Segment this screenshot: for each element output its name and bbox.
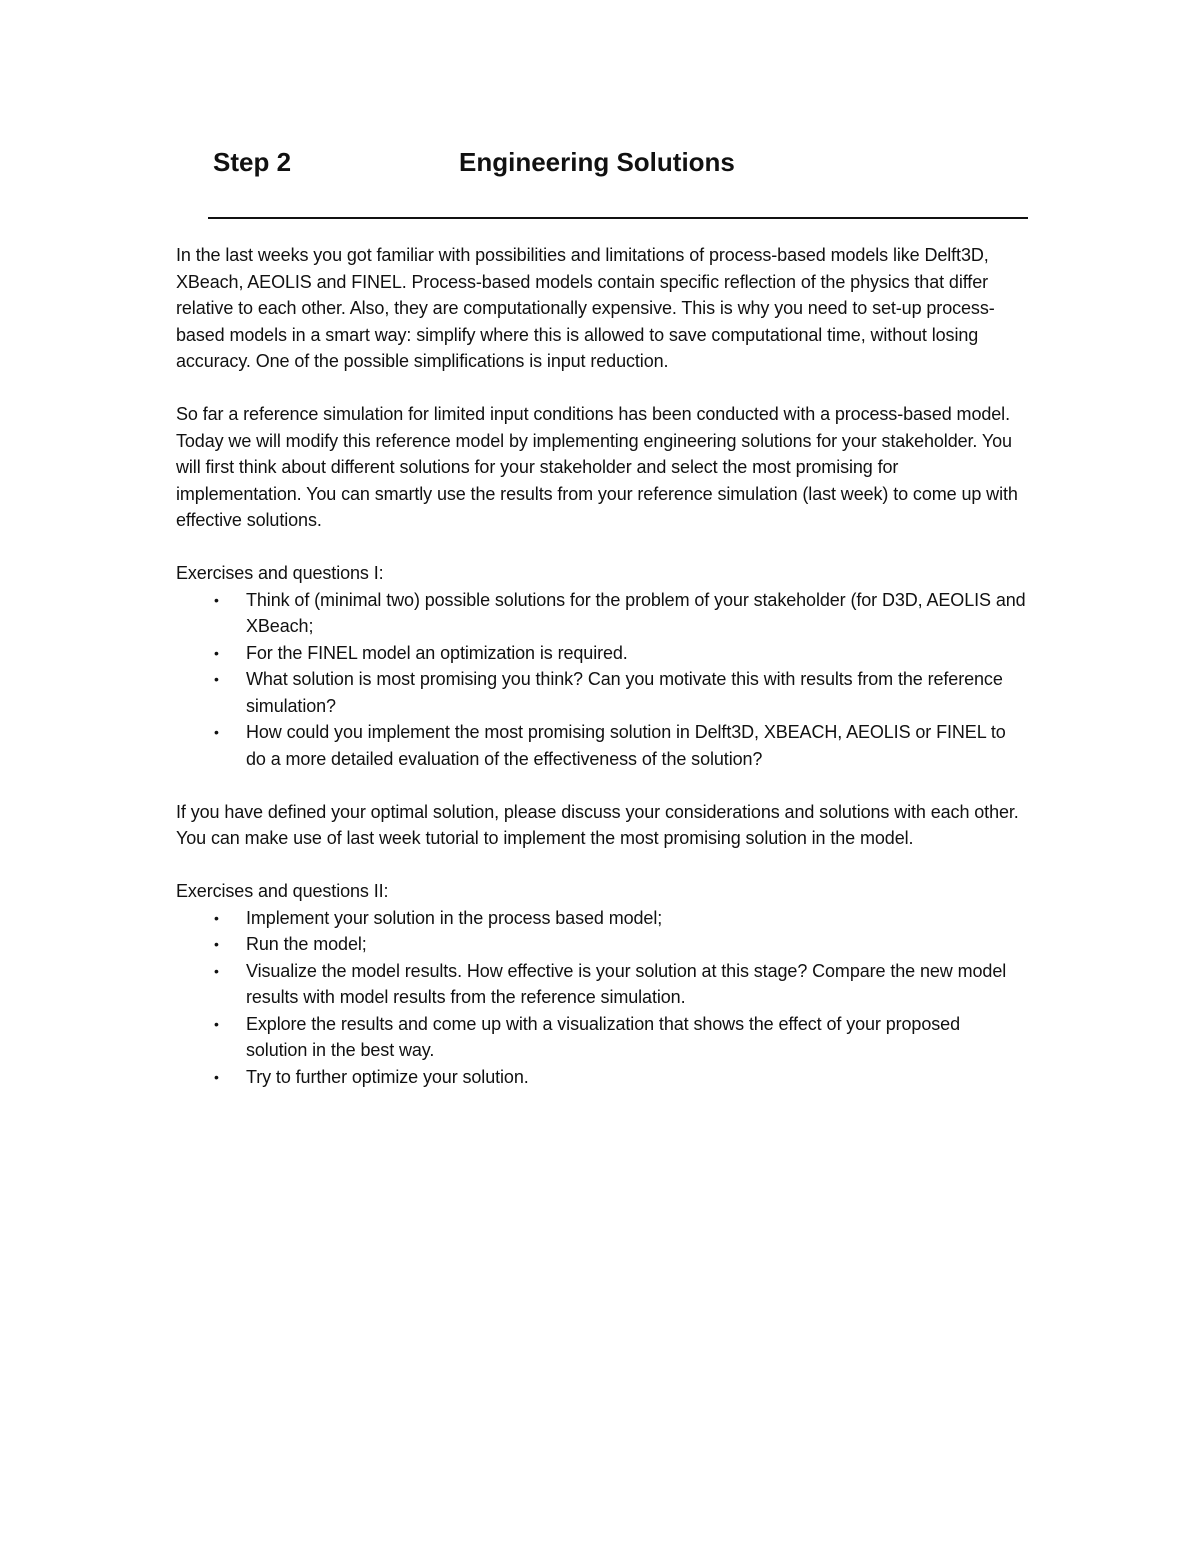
bullet-icon: • [214,962,219,979]
list-item: • Visualize the model results. How effective is your solution at this stage? Compare the new model results with model results from the reference simulation. [176,958,1026,1011]
bullet-icon: • [214,644,219,661]
bullet-icon: • [214,724,219,740]
exercises-1-list [176,587,1026,773]
step-label: Step 2 [213,147,292,177]
heading-divider [208,217,1028,219]
defined-paragraph: If you have defined your optimal solution, please discuss your considerations and solutions with each other. You can make use of last week tutorial to implement the most promising solution in the model. [176,801,1019,848]
page-title: Engineering Solutions [459,147,735,177]
bullet-icon: • [214,909,219,926]
page-heading [213,140,1033,184]
exercises-1-heading: Exercises and questions I: [176,563,384,583]
document-body [176,242,1026,1090]
reference-paragraph: So far a reference simulation for limited input conditions has been conducted with a process-based model. Today we will modify this reference model by implementing engineering solutions for your stakeholder. You will first think about different solutions for your stakeholder and select the most promising for implementation. You can smartly use the results from your reference simulation (last week) to come up with effective solutions. [176,404,1018,530]
bullet-icon: • [214,591,219,608]
list-item: • What solution is most promising you think? Can you motivate this with results from the reference simulation? [176,666,1026,719]
list-item: • Try to further optimize your solution. [176,1064,1026,1091]
exercises-2-list [176,905,1026,1091]
intro-paragraph: In the last weeks you got familiar with possibilities and limitations of process-based models like Delft3D, XBeach, AEOLIS and FINEL. Process-based models contain specific reflection of the physics that differ relative to each other. Also, they are computationally expensive. This is why you need to set-up process-based models in a smart way: simplify where this is allowed to save computational time, without losing accuracy. One of the possible simplifications is input reduction. [176,245,995,371]
list-item: • Think of (minimal two) possible solutions for the problem of your stakeholder (for D3D, AEOLIS and XBeach; [176,587,1026,640]
list-item: • Run the model; [176,931,1026,958]
list-item: • Explore the results and come up with a visualization that shows the effect of your proposed solution in the best way. [176,1011,1026,1064]
list-item: • For the FINEL model an optimization is required. [176,640,1026,667]
list-item: • How could you implement the most promising solution in Delft3D, XBEACH, AEOLIS or FINEL to do a more detailed evaluation of the effectiveness of the solution? [176,719,1026,772]
bullet-icon: • [214,1068,219,1085]
bullet-icon: • [214,936,219,952]
exercises-2-heading: Exercises and questions II: [176,881,389,901]
bullet-icon: • [214,1015,219,1032]
bullet-icon: • [214,671,219,687]
list-item: • Implement your solution in the process based model; [176,905,1026,932]
